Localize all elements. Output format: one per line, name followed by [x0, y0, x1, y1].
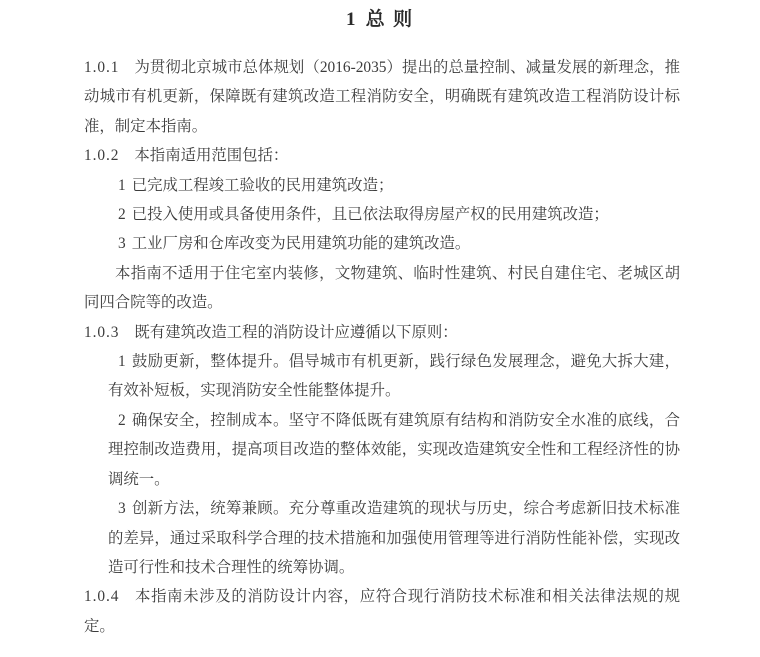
- clause-text: 为贯彻北京城市总体规划（2016-2035）提出的总量控制、减量发展的新理念，推动城市有机更新，保障既有建筑改造工程消防安全，明确既有建筑改造工程消防设计标准，制定本指南。: [84, 59, 680, 135]
- item-text: 鼓励更新，整体提升。倡导城市有机更新，践行绿色发展理念，避免大拆大建，有效补短板，实现消防安全性能整体提升。: [108, 353, 680, 400]
- item-number: 2: [118, 411, 126, 429]
- item-number: 1: [118, 353, 126, 371]
- item-number: 1: [118, 176, 126, 194]
- item-number: 3: [118, 235, 126, 253]
- list-item: [84, 494, 680, 582]
- clause-text: 本指南适用范围包括：: [134, 147, 289, 165]
- document-body: [84, 53, 680, 641]
- list-item: [84, 229, 680, 258]
- clause-number: 1.0.3: [84, 323, 120, 341]
- list-item: [84, 200, 680, 229]
- list-item: [84, 171, 680, 200]
- clause-1-0-3: [84, 318, 680, 347]
- clause-1-0-4: [84, 582, 680, 641]
- clause-1-0-2: [84, 141, 680, 170]
- item-text: 确保安全，控制成本。坚守不降低既有建筑原有结构和消防安全水准的底线，合理控制改造费用，提高项目改造的整体效能，实现改造建筑安全性和工程经济性的协调统一。: [108, 411, 680, 488]
- clause-number: 1.0.1: [84, 59, 120, 76]
- list-item: [84, 406, 680, 494]
- item-text: 已投入使用或具备使用条件，且已依法取得房屋产权的民用建筑改造；: [131, 206, 609, 224]
- clause-1-0-2-note: 本指南不适用于住宅室内装修，文物建筑、临时性建筑、村民自建住宅、老城区胡同四合院等的改造。: [84, 264, 680, 312]
- clause-text: 本指南未涉及的消防设计内容，应符合现行消防技术标准和相关法律法规的规定。: [84, 588, 680, 635]
- chapter-title-text: 总 则: [365, 9, 415, 30]
- item-text: 创新方法，统筹兼顾。充分尊重改造建筑的现状与历史，综合考虑新旧技术标准的差异，通过采取科学合理的技术措施和加强使用管理等进行消防性能补偿，实现改造可行性和技术合理性的统筹协调。: [108, 500, 680, 576]
- clause-number: 1.0.4: [84, 588, 120, 606]
- item-number: 3: [118, 500, 126, 518]
- clause-text: 既有建筑改造工程的消防设计应遵循以下原则：: [134, 323, 458, 341]
- chapter-number: 1: [345, 9, 359, 30]
- page-title: [0, 0, 760, 40]
- item-text: 工业厂房和仓库改变为民用建筑功能的建筑改造。: [131, 235, 471, 253]
- clause-number: 1.0.2: [84, 147, 120, 165]
- item-number: 2: [118, 206, 126, 224]
- clause-1-0-1: [84, 53, 680, 141]
- item-text: 已完成工程竣工验收的民用建筑改造；: [131, 176, 394, 194]
- list-item: [84, 347, 680, 406]
